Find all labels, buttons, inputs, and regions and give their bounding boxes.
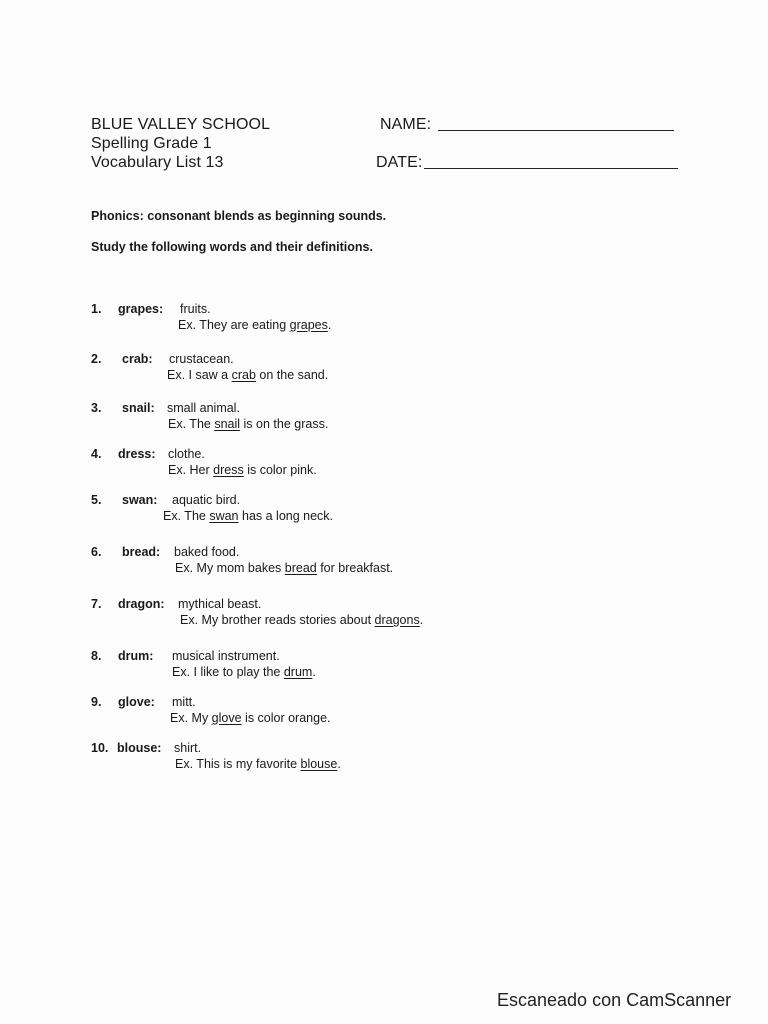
vocab-example: Ex. Her dress is color pink. — [168, 463, 317, 477]
vocab-word: swan: — [122, 493, 158, 507]
vocab-example: Ex. My brother reads stories about dragons. — [180, 613, 424, 627]
vocab-word: drum: — [118, 649, 154, 663]
vocab-definition: mitt. — [172, 695, 196, 709]
date-blank-line — [424, 168, 678, 169]
vocab-word: glove: — [118, 695, 155, 709]
date-label: DATE: — [376, 154, 423, 171]
vocab-example: Ex. I like to play the drum. — [172, 665, 316, 679]
example-target-word: drum — [283, 665, 313, 679]
school-name: BLUE VALLEY SCHOOL — [91, 116, 271, 133]
vocab-number: 2. — [91, 352, 102, 366]
vocab-number: 5. — [91, 493, 102, 507]
vocab-definition: baked food. — [174, 545, 240, 559]
vocab-word: dress: — [118, 447, 156, 461]
vocab-definition: small animal. — [167, 401, 240, 415]
name-blank-line — [438, 130, 674, 131]
vocab-number: 7. — [91, 597, 102, 611]
vocab-definition: mythical beast. — [178, 597, 262, 611]
vocab-word: blouse: — [117, 741, 162, 755]
vocab-number: 1. — [91, 302, 102, 316]
vocab-number: 10. — [91, 741, 109, 755]
vocab-example: Ex. The swan has a long neck. — [163, 509, 334, 523]
vocab-definition: aquatic bird. — [172, 493, 241, 507]
vocab-word: crab: — [122, 352, 153, 366]
example-target-word: swan — [209, 509, 239, 523]
example-target-word: dress — [213, 463, 244, 477]
vocab-definition: fruits. — [180, 302, 211, 316]
example-target-word: crab — [231, 368, 256, 382]
vocab-definition: clothe. — [168, 447, 205, 461]
vocab-word: bread: — [122, 545, 161, 559]
vocab-number: 6. — [91, 545, 102, 559]
vocab-definition: crustacean. — [169, 352, 234, 366]
vocab-number: 4. — [91, 447, 102, 461]
vocab-definition: shirt. — [174, 741, 202, 755]
vocab-example: Ex. The snail is on the grass. — [168, 417, 329, 431]
example-target-word: dragons — [374, 613, 420, 627]
course-title: Spelling Grade 1 — [91, 135, 212, 152]
vocab-word: snail: — [122, 401, 155, 415]
example-target-word: glove — [211, 711, 242, 725]
vocab-number: 8. — [91, 649, 102, 663]
vocab-number: 3. — [91, 401, 102, 415]
example-target-word: snail — [214, 417, 241, 431]
vocab-word: grapes: — [118, 302, 164, 316]
example-target-word: blouse — [300, 757, 338, 771]
example-target-word: bread — [284, 561, 317, 575]
list-title: Vocabulary List 13 — [91, 154, 224, 171]
study-instruction: Study the following words and their definitions. — [91, 240, 373, 254]
vocab-example: Ex. My mom bakes bread for breakfast. — [175, 561, 394, 575]
vocab-number: 9. — [91, 695, 102, 709]
name-label: NAME: — [380, 116, 432, 133]
vocab-definition: musical instrument. — [172, 649, 280, 663]
phonics-instruction: Phonics: consonant blends as beginning sounds. — [91, 209, 387, 223]
camscanner-watermark: Escaneado con CamScanner — [497, 990, 732, 1010]
vocab-example: Ex. They are eating grapes. — [178, 318, 332, 332]
vocab-example: Ex. This is my favorite blouse. — [175, 757, 341, 771]
vocab-example: Ex. I saw a crab on the sand. — [167, 368, 329, 382]
vocab-example: Ex. My glove is color orange. — [170, 711, 331, 725]
vocab-word: dragon: — [118, 597, 165, 611]
example-target-word: grapes — [289, 318, 328, 332]
